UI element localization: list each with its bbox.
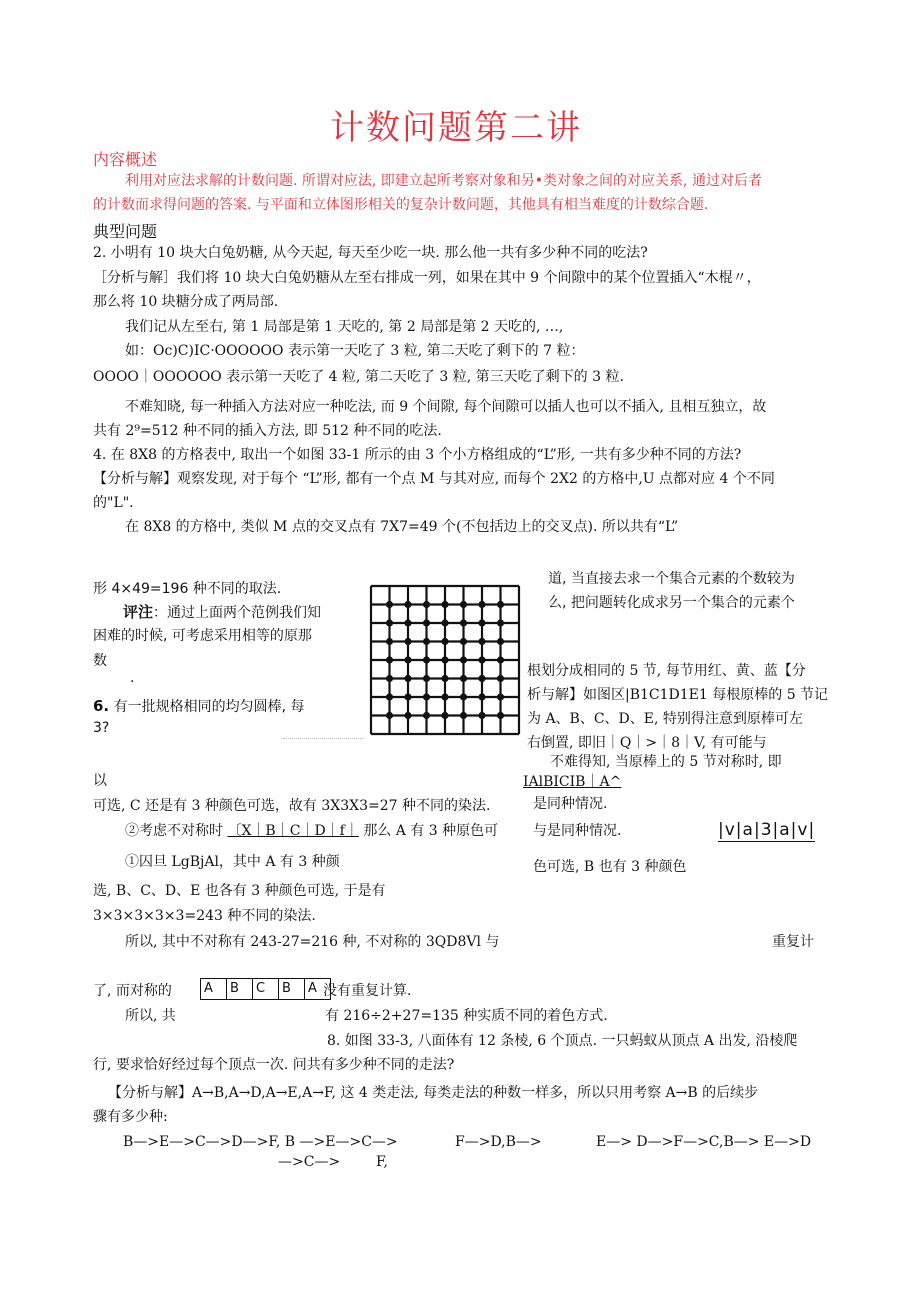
symmetric-box [718, 820, 815, 842]
right-line-8: 与是同种情况. [533, 823, 622, 839]
p6-number: 6. [93, 697, 110, 715]
scan-dot: . [130, 670, 135, 686]
p2-answer-4: 如：Oc)C)IC·OOOOOO 表示第一天吃了 3 粒, 第二天吃了剩下的 7 粒： [125, 343, 585, 359]
grid-dot [460, 656, 467, 663]
p4-answer-1: 【分析与解】观察发现, 对于每个 “L”形, 都有一个点 M 与其对应, 而每个 2X2 的方格中,U 点都对应 4 个不同 [93, 471, 775, 487]
right-line-2: 析与解】如图区|B1C1D1E1 每根原棒的 5 节记 [527, 687, 829, 703]
grid-dot [441, 693, 448, 700]
grid-dot [386, 601, 393, 608]
grid-dot [404, 693, 411, 700]
lower-line-6: 所以, 其中不对称有 243-27=216 种, 不对称的 3QD8Vl 与 [125, 934, 500, 950]
lower-line-4: 选, B、C、D、E 也各有 3 种颜色可选, 于是有 [93, 883, 386, 899]
lower-line-5: 3×3×3×3×3=243 种不同的染法. [93, 908, 316, 924]
grid-dot [423, 693, 430, 700]
right-line-7: 是同种情况. [533, 796, 608, 812]
grid-dot [497, 619, 504, 626]
p8-line-1: 8. 如图 33-3, 八面体有 12 条棱, 6 个顶点. 一只蚂蚁从顶点 A 出发, 沿棱爬 [327, 1033, 798, 1049]
overview-line-1: 利用对应法求解的计数问题. 所谓对应法, 即建立起所考察对象和另•类对象之间的对应关系, 通过对后者 [125, 173, 762, 189]
cell-c: C [253, 979, 279, 999]
grid-dot [423, 638, 430, 645]
grid-dot [423, 675, 430, 682]
path-1: B—>E—>C—>D—>F, B —>E—>C—> [123, 1134, 398, 1150]
grid-dot [497, 638, 504, 645]
grid-dot [423, 656, 430, 663]
lower-line-7a: 了, 而对称的 [93, 983, 172, 999]
grid-figure [367, 582, 523, 740]
grid-dot [404, 601, 411, 608]
cell-b1: B [227, 979, 253, 999]
grid-dot [386, 619, 393, 626]
grid-dot [478, 656, 485, 663]
grid-dot [497, 693, 504, 700]
lower-line-6-right: 重复计 [772, 934, 814, 950]
grid-dot [423, 601, 430, 608]
lower-line-7b: 没有重复计算. [323, 983, 412, 999]
grid-dot [460, 638, 467, 645]
comment-text-1: ：通过上面两个范例我们知 [153, 605, 322, 621]
grid-dot [404, 675, 411, 682]
grid-dot [386, 675, 393, 682]
right-line-9: 色可选, B 也有 3 种颜色 [533, 859, 687, 875]
grid-dot [497, 656, 504, 663]
scan-right-1: 道, 当直接去求一个集合元素的个数较为 [548, 571, 795, 587]
p6-text-2: 3? [93, 720, 110, 736]
p6-text: 有一批规格相同的均匀圆棒, 每 [113, 699, 305, 715]
scan-line-1: 形 4×49=196 种不同的取法. [93, 581, 282, 597]
p2-answer-2: 那么将 10 块糖分成了两局部. [93, 294, 279, 310]
yi-text: 以 [93, 773, 107, 789]
p2-answer-7: 共有 2⁹=512 种不同的插入方法, 即 512 种不同的吃法. [93, 423, 442, 439]
symmetric-box-text: |v|a|3|a|v| [718, 820, 816, 840]
p2-answer-5: OOOO｜OOOOOO 表示第一天吃了 4 粒, 第二天吃了 3 粒, 第三天吃了剩下的 3 粒. [93, 369, 624, 385]
grid-dot [441, 712, 448, 719]
grid-dot [460, 693, 467, 700]
path-5: F, [376, 1154, 388, 1170]
p4-question: 4. 在 8X8 的方格表中, 取出一个如图 33-1 所示的由 3 个小方格组成的“L”形, 一共有多少种不同的方法? [93, 447, 742, 463]
cell-a1: A [201, 979, 227, 999]
grid-dot [478, 638, 485, 645]
scan-comment-2: 困难的时候, 可考虑采用相等的原那 [93, 628, 312, 644]
grid-dot [441, 619, 448, 626]
p8-line-4: 骤有多少种: [93, 1109, 168, 1125]
path-2: F—>D,B—> [455, 1134, 542, 1150]
symmetric-cells [200, 977, 331, 1000]
right-line-4: 右倒置, 即旧｜Q｜>｜8｜V, 有可能与 [527, 735, 767, 751]
grid-dot [386, 712, 393, 719]
grid-dot [441, 638, 448, 645]
grid-dot [404, 619, 411, 626]
grid-dot [404, 638, 411, 645]
grid-dot [497, 712, 504, 719]
right-line-5: 不难得知, 当原棒上的 5 节对称时, 即 [550, 754, 782, 770]
grid-dot [460, 601, 467, 608]
lower-line-2 [125, 822, 498, 840]
figure-caption-line [283, 738, 363, 739]
p4-answer-3: 在 8X8 的方格中, 类似 M 点的交叉点有 7X7=49 个(不包括边上的交叉点). 所以共有“L” [125, 519, 679, 535]
grid-dot [404, 656, 411, 663]
scan-comment-3: 数 [93, 653, 107, 669]
lower-line-8a: 所以, 共 [125, 1008, 176, 1024]
grid-dot [386, 693, 393, 700]
page-title: 计数问题第二讲 [330, 108, 582, 148]
comment-label: 评注 [123, 603, 154, 621]
p4-answer-2: 的"L". [93, 495, 134, 511]
grid-dot [478, 712, 485, 719]
asym-box: 〔X｜B｜C｜D｜f｜ [227, 823, 359, 839]
lower-line-1: 可选, C 还是有 3 种颜色可选，故有 3X3X3=27 种不同的染法. [93, 798, 491, 814]
typical-heading: 典型问题 [93, 222, 158, 241]
p8-line-2: 行, 要求恰好经过每个顶点一次. 问共有多少种不同的走法? [93, 1057, 455, 1073]
p2-answer-1: ［分析与解］我们将 10 块大白兔奶糖从左至右排成一列，如果在其中 9 个间隙中的某个位置插入“木棍〃， [93, 270, 761, 286]
p2-answer-3: 我们记从左至右, 第 1 局部是第 1 天吃的, 第 2 局部是第 2 天吃的, …, [125, 319, 564, 335]
path-4: —>C—> [278, 1154, 341, 1170]
grid-dot [478, 619, 485, 626]
path-3: E—> D—>F—>C,B—> E—>D [596, 1134, 812, 1150]
lower-line-2b: 那么 A 有 3 种原色可 [363, 823, 499, 839]
grid-dot [386, 638, 393, 645]
grid-dot [460, 712, 467, 719]
grid-dot [478, 693, 485, 700]
grid-dot [441, 601, 448, 608]
grid-dot [460, 675, 467, 682]
grid-dot [386, 656, 393, 663]
grid-dot [497, 601, 504, 608]
grid-dot [423, 712, 430, 719]
right-line-3: 为 A、B、C、D、E, 特别得注意到原棒可左 [527, 711, 803, 727]
grid-dot [441, 675, 448, 682]
scan-comment [123, 601, 321, 622]
p8-line-3: 【分析与解】A→B,A→D,A→E,A→F, 这 4 类走法, 每类走法的种数一样多，所以只用考察 A→B 的后续步 [108, 1085, 759, 1101]
overview-heading: 内容概述 [93, 150, 158, 169]
right-line-6: IAlBICIB｜A^ [523, 774, 622, 790]
grid-dot [404, 712, 411, 719]
p2-question: 2. 小明有 10 块大白兔奶糖, 从今天起, 每天至少吃一块. 那么他一共有多少种不同的吃法? [93, 245, 648, 261]
lower-line-3: ①囚旦 LgBjAl，其中 A 有 3 种颜 [125, 854, 340, 870]
overview-line-2: 的计数而求得问题的答案. 与平面和立体图形相关的复杂计数问题，其他具有相当难度的计数综合题. [93, 197, 709, 213]
lower-line-2a: ②考虑不对称时 [125, 823, 223, 839]
grid-dot [497, 675, 504, 682]
grid-dot [423, 619, 430, 626]
grid-dot [478, 675, 485, 682]
grid-dot [441, 656, 448, 663]
grid-dot [460, 619, 467, 626]
cell-a2: A [308, 981, 317, 996]
scan-right-2: 么, 把问题转化成求另一个集合的元素个 [548, 595, 795, 611]
grid-dot [478, 601, 485, 608]
p6-line [93, 696, 305, 716]
lower-line-8b: 有 216÷2+27=135 种实质不同的着色方式. [325, 1008, 608, 1024]
cell-b2: B [279, 979, 305, 999]
p2-answer-6: 不难知晓, 每一种插入方法对应一种吃法, 而 9 个间隙, 每个间隙可以插人也可以不插入, 且相互独立，故 [125, 399, 767, 415]
right-line-1: 根划分成相同的 5 节, 每节用红、黄、蓝【分 [527, 663, 806, 679]
